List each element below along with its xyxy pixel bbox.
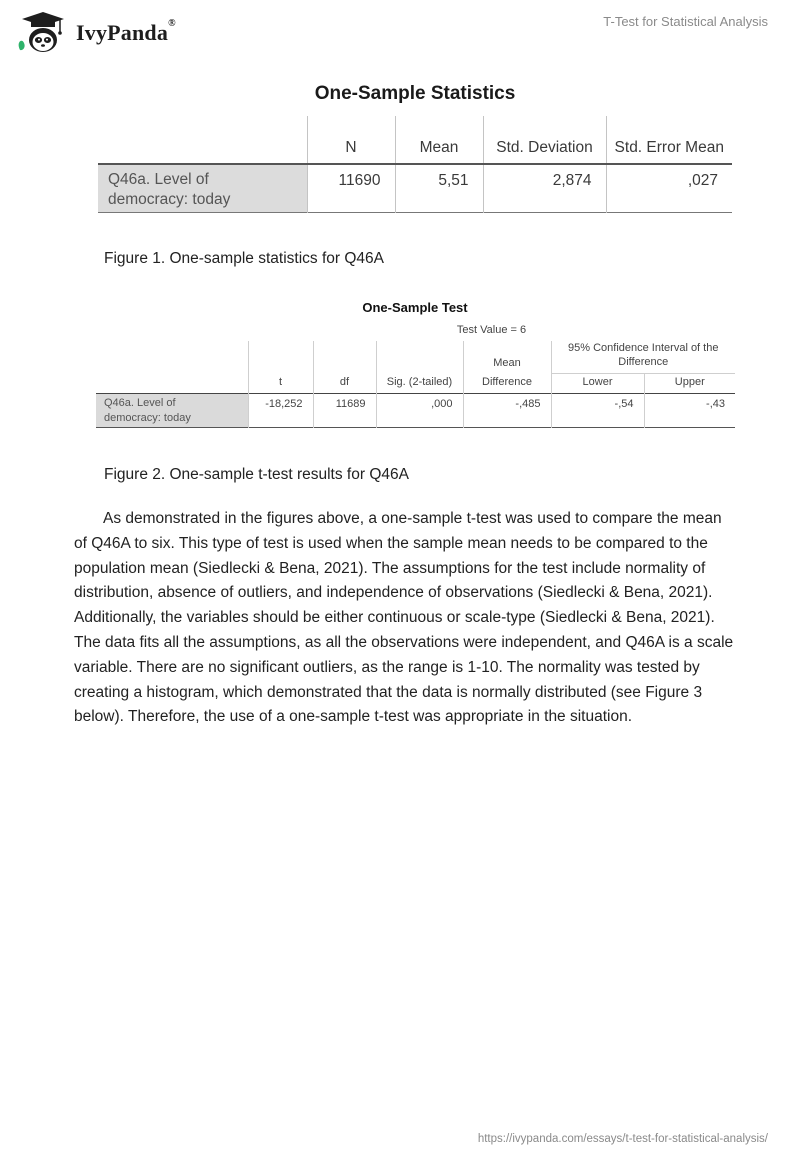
table2-value-t: -18,252 bbox=[248, 394, 313, 428]
brand-logo[interactable] bbox=[14, 10, 176, 56]
figure1-caption: Figure 1. One-sample statistics for Q46A bbox=[104, 250, 384, 267]
one-sample-statistics-table bbox=[98, 116, 732, 213]
table1-value-std-error-mean: ,027 bbox=[606, 164, 732, 212]
one-sample-test-table bbox=[96, 321, 735, 428]
table2-header-upper: Upper bbox=[644, 374, 735, 394]
table2-test-value: Test Value = 6 bbox=[456, 324, 527, 336]
table2-value-mean-difference: -,485 bbox=[463, 394, 551, 428]
table2-value-lower: -,54 bbox=[551, 394, 644, 428]
figure2-caption: Figure 2. One-sample t-test results for Q46A bbox=[104, 466, 409, 483]
table1-row-label: Q46a. Level of democracy: today bbox=[98, 164, 307, 212]
table2-header-t: t bbox=[248, 374, 313, 394]
table-row bbox=[96, 394, 735, 428]
table1-stub-header bbox=[98, 116, 307, 164]
table1-value-n: 11690 bbox=[307, 164, 395, 212]
table1-value-std-deviation: 2,874 bbox=[483, 164, 606, 212]
table1-header-mean: Mean bbox=[395, 116, 483, 164]
panda-graduate-icon bbox=[14, 10, 72, 56]
table2-header-mean-line1: Mean bbox=[463, 341, 551, 374]
table2-row-label: Q46a. Level of democracy: today bbox=[96, 394, 248, 428]
table2-header-mean-difference: Difference bbox=[463, 374, 551, 394]
document-title: T-Test for Statistical Analysis bbox=[603, 14, 768, 29]
table2-header-confidence-interval: 95% Confidence Interval of the Difference bbox=[551, 341, 735, 374]
table2-title: One-Sample Test bbox=[362, 300, 468, 315]
brand-name: IvyPanda® bbox=[76, 18, 176, 45]
table2-header-sig: Sig. (2-tailed) bbox=[376, 374, 463, 394]
table2-stub-header bbox=[96, 321, 248, 341]
table1-header-n: N bbox=[307, 116, 395, 164]
table2-value-sig: ,000 bbox=[376, 394, 463, 428]
table1-header-std-deviation: Std. Deviation bbox=[483, 116, 606, 164]
table2-value-upper: -,43 bbox=[644, 394, 735, 428]
table2-header-lower: Lower bbox=[551, 374, 644, 394]
table1-title: One-Sample Statistics bbox=[314, 83, 516, 104]
table1-value-mean: 5,51 bbox=[395, 164, 483, 212]
source-url-link[interactable]: https://ivypanda.com/essays/t-test-for-statistical-analysis/ bbox=[477, 1133, 768, 1145]
table2-value-df: 11689 bbox=[313, 394, 376, 428]
table2-header-df: df bbox=[313, 374, 376, 394]
table-row bbox=[98, 164, 732, 212]
table1-header-std-error-mean: Std. Error Mean bbox=[606, 116, 732, 164]
body-paragraph: As demonstrated in the figures above, a one-sample t-test was used to compare the mean of Q46A to six. This type of test is used when the sample mean needs to be compared to the population mean (Siedlecki & Bena, 2021). The assumptions for the test include normality of distribution, absence of outliers, and independence of observations (Siedlecki & Bena, 2021). Additionally, the variables should be either continuous or scale-type (Siedlecki & Bena, 2021). The data fits all the assumptions, as all the observations were independent, and Q46A is a scale variable. There are no significant outliers, as the range is 1-10. The normality was tested by creating a histogram, which demonstrated that the data is normally distributed (see Figure 3 below). Therefore, the use of a one-sample t-test was appropriate in the situation. bbox=[74, 510, 734, 726]
